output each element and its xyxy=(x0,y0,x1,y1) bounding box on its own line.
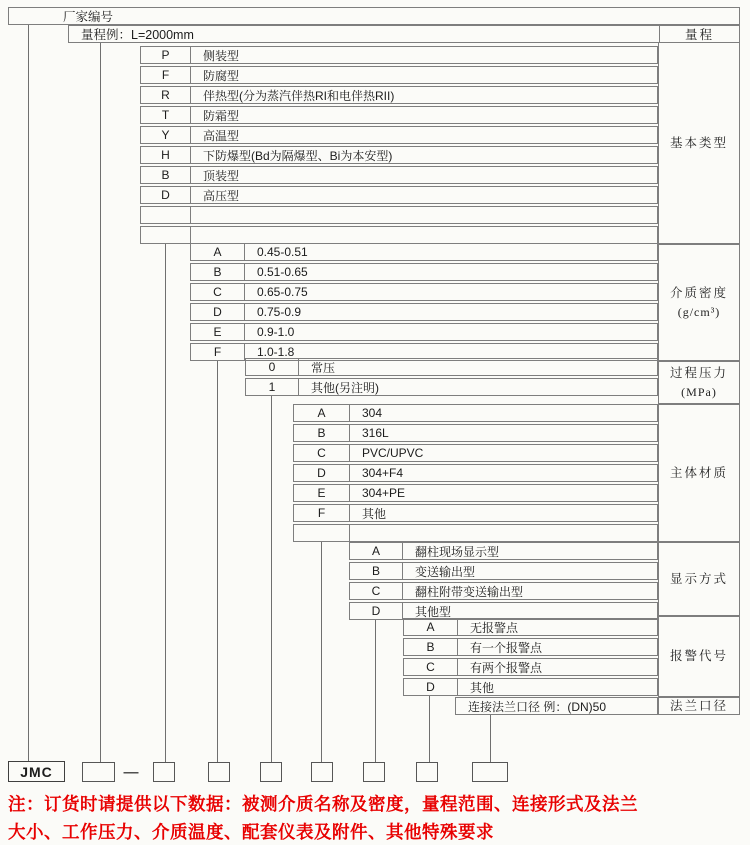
table-row xyxy=(140,46,658,64)
code-box-range xyxy=(82,762,115,782)
table-row xyxy=(293,444,658,462)
connector-line-density xyxy=(217,361,218,762)
pressure-section xyxy=(245,358,658,398)
code-cell: B xyxy=(213,265,222,279)
code-box-pressure xyxy=(260,762,282,782)
desc-cell: 0.51-0.65 xyxy=(244,264,657,280)
table-row-empty xyxy=(293,524,658,542)
desc-cell: 316L xyxy=(349,425,657,441)
order-note xyxy=(8,791,750,845)
table-row xyxy=(293,484,658,502)
code-box-flange xyxy=(472,762,508,782)
table-row xyxy=(349,582,658,600)
material-section xyxy=(293,404,658,544)
desc-cell: 常压 xyxy=(298,359,657,375)
desc-cell: 304+PE xyxy=(349,485,657,501)
table-row xyxy=(403,638,658,656)
desc-cell: 变送输出型 xyxy=(402,563,657,579)
connector-line-display xyxy=(375,620,376,762)
desc-cell xyxy=(349,525,657,541)
code-cell: D xyxy=(317,466,326,480)
table-row-empty xyxy=(140,206,658,224)
code-cell: B xyxy=(426,640,435,654)
table-row xyxy=(349,562,658,580)
code-box-density xyxy=(208,762,230,782)
desc-cell: 高温型 xyxy=(190,127,657,143)
table-row xyxy=(140,86,658,104)
desc-cell: 防腐型 xyxy=(190,67,657,83)
table-row xyxy=(190,323,658,341)
table-row xyxy=(190,243,658,261)
code-cell xyxy=(141,227,190,243)
code-cell: Y xyxy=(161,128,170,142)
desc-cell: 0.9-1.0 xyxy=(244,324,657,340)
code-cell: C xyxy=(317,446,326,460)
connector-line-material xyxy=(321,542,322,762)
display-section xyxy=(349,542,658,622)
code-cell: C xyxy=(426,660,435,674)
flange-desc: 连接法兰口径 例：(DN)50 xyxy=(468,699,607,714)
category-label-alarm: 报警代号 xyxy=(658,616,740,697)
code-box-display xyxy=(363,762,385,782)
order-note-line2: 大小、工作压力、介质温度、配套仪表及附件、其他特殊要求 xyxy=(8,821,494,842)
category-label-basic: 基本类型 xyxy=(658,42,740,244)
code-cell: 1 xyxy=(268,380,276,394)
table-row xyxy=(403,618,658,636)
table-row xyxy=(349,542,658,560)
desc-cell: 其他 xyxy=(457,679,657,695)
code-box-material xyxy=(311,762,333,782)
code-cell xyxy=(141,207,190,223)
table-row xyxy=(190,283,658,301)
desc-cell: 防霜型 xyxy=(190,107,657,123)
table-row xyxy=(140,186,658,204)
code-cell: E xyxy=(213,325,222,339)
category-label-material: 主体材质 xyxy=(658,404,740,542)
code-cell: A xyxy=(213,245,222,259)
desc-cell: 高压型 xyxy=(190,187,657,203)
category-label-pressure: 过程压力 (MPa) xyxy=(658,361,740,404)
connector-line-flange xyxy=(490,715,491,762)
table-row xyxy=(140,146,658,164)
desc-cell: 1.0-1.8 xyxy=(244,344,657,360)
table-row xyxy=(293,504,658,522)
code-cell: B xyxy=(161,168,170,182)
desc-cell: 无报警点 xyxy=(457,619,657,635)
connector-line-range xyxy=(100,43,101,762)
code-cell: D xyxy=(213,305,222,319)
code-cell: R xyxy=(161,88,170,102)
code-cell: F xyxy=(213,345,222,359)
category-label-display: 显示方式 xyxy=(658,542,740,616)
table-row xyxy=(293,464,658,482)
table-row xyxy=(190,263,658,281)
range-row xyxy=(68,25,740,43)
code-cell: C xyxy=(213,285,222,299)
code-box-basic xyxy=(153,762,175,782)
table-row xyxy=(140,106,658,124)
manufacturer-label: 厂家编号 xyxy=(63,10,114,24)
table-row xyxy=(403,678,658,696)
connector-line-pressure xyxy=(271,396,272,762)
code-cell: D xyxy=(371,604,381,618)
category-label-density: 介质密度 (g/cm³) xyxy=(658,244,740,361)
desc-cell: 0.75-0.9 xyxy=(244,304,657,320)
desc-cell: 顶装型 xyxy=(190,167,657,183)
desc-cell: 0.45-0.51 xyxy=(244,244,657,260)
table-row xyxy=(245,378,658,396)
table-row xyxy=(140,166,658,184)
table-row xyxy=(293,404,658,422)
table-row xyxy=(293,424,658,442)
code-cell: A xyxy=(426,620,435,634)
code-cell: H xyxy=(161,148,170,162)
code-box-alarm xyxy=(416,762,438,782)
code-cell: B xyxy=(371,564,380,578)
code-cell: E xyxy=(317,486,326,500)
desc-cell: 侧装型 xyxy=(190,47,657,63)
code-cell xyxy=(294,525,349,541)
code-cell: P xyxy=(161,48,170,62)
flange-row xyxy=(455,697,658,715)
range-example: 量程例：L=2000mm xyxy=(81,28,194,42)
desc-cell xyxy=(190,207,657,223)
desc-cell: 304+F4 xyxy=(349,465,657,481)
desc-cell: 翻柱附带变送输出型 xyxy=(402,583,657,599)
order-note-line1: 注：订货时请提供以下数据：被测介质名称及密度，量程范围、连接形式及法兰 xyxy=(8,794,638,814)
code-cell: 0 xyxy=(268,360,276,374)
desc-cell: 其他 xyxy=(349,505,657,521)
desc-cell: 0.65-0.75 xyxy=(244,284,657,300)
code-cell: A xyxy=(371,544,380,558)
code-cell: C xyxy=(371,584,381,598)
desc-cell: 下防爆型(Bd为隔爆型、Bi为本安型) xyxy=(190,147,657,163)
connector-line-manufacturer xyxy=(28,25,29,762)
code-cell: D xyxy=(161,188,170,202)
table-row xyxy=(190,303,658,321)
desc-cell: PVC/UPVC xyxy=(349,445,657,461)
manufacturer-row xyxy=(8,7,740,25)
table-row xyxy=(245,358,658,376)
category-label-range: 量程 xyxy=(659,26,739,42)
model-prefix-box: JMC xyxy=(8,761,65,782)
desc-cell xyxy=(190,227,657,243)
basic-type-section xyxy=(140,46,658,246)
alarm-section xyxy=(403,618,658,698)
code-cell: B xyxy=(317,426,326,440)
code-cell: F xyxy=(161,68,170,82)
code-cell: F xyxy=(317,506,326,520)
table-row xyxy=(140,126,658,144)
category-label-flange: 法兰口径 xyxy=(658,697,740,715)
desc-cell: 其他型 xyxy=(402,603,657,619)
desc-cell: 其他(另注明) xyxy=(298,379,657,395)
connector-line-basic xyxy=(165,244,166,762)
desc-cell: 304 xyxy=(349,405,657,421)
desc-cell: 翻柱现场显示型 xyxy=(402,543,657,559)
model-separator: — xyxy=(123,763,139,781)
code-cell: A xyxy=(317,406,326,420)
code-cell: D xyxy=(426,680,435,694)
connector-line-alarm xyxy=(429,696,430,762)
table-row xyxy=(140,66,658,84)
desc-cell: 有一个报警点 xyxy=(457,639,657,655)
density-section xyxy=(190,243,658,363)
desc-cell: 伴热型(分为蒸汽伴热RI和电伴热RII) xyxy=(190,87,657,103)
code-cell: T xyxy=(161,108,170,122)
table-row-empty xyxy=(140,226,658,244)
desc-cell: 有两个报警点 xyxy=(457,659,657,675)
table-row xyxy=(403,658,658,676)
